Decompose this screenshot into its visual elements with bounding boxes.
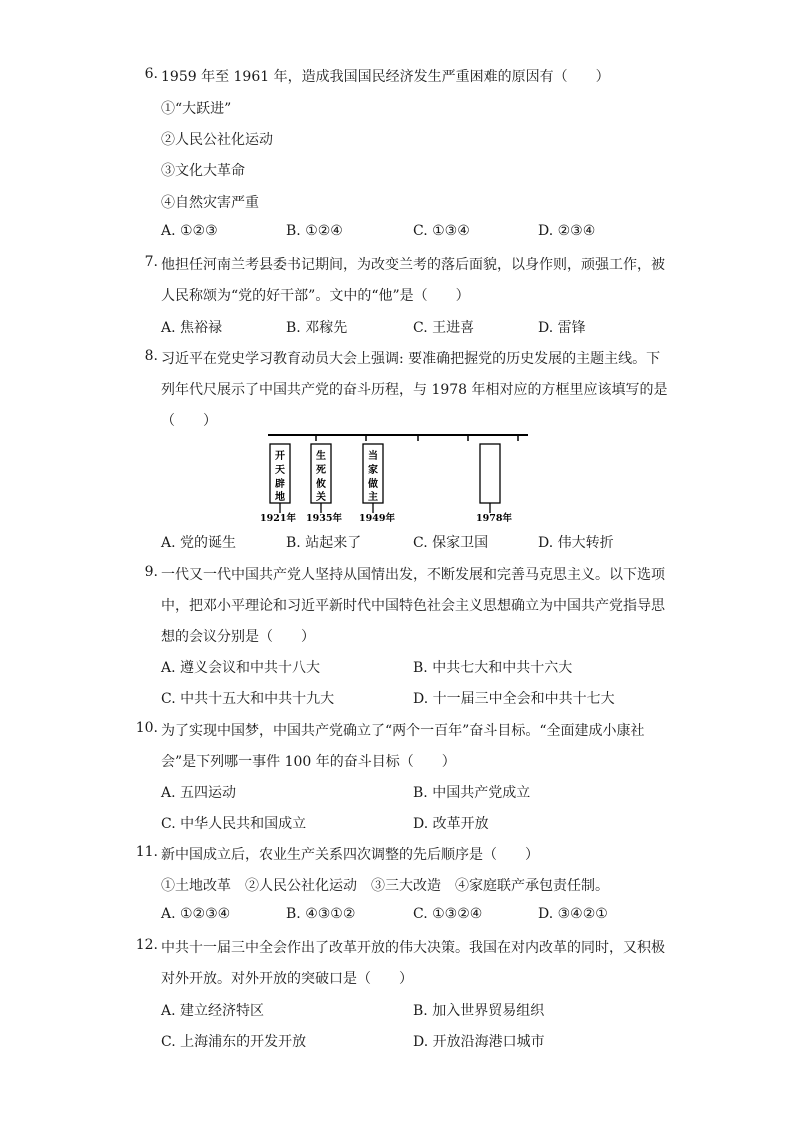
timeline-year-label: 1921年 (260, 513, 296, 524)
question-number: 7. (144, 254, 158, 270)
question-stem: 一代又一代中国共产党人坚持从国情出发，不断发展和完善马克思主义。以下选项 (161, 567, 665, 583)
timeline-box-char: 家 (368, 465, 378, 476)
statement-item: ③文化大革命 (161, 163, 245, 179)
timeline-box-char: 天 (275, 465, 285, 476)
option-a[interactable]: A. 建立经济特区 (161, 1003, 265, 1019)
option-c[interactable]: C. 上海浦东的开发开放 (161, 1034, 307, 1050)
option-c[interactable]: C. 王进喜 (413, 320, 475, 336)
option-d[interactable]: D. 雷锋 (538, 320, 586, 336)
option-b[interactable]: B. 中国共产党成立 (413, 785, 531, 801)
question-stem: 习近平在党史学习教育动员大会上强调: 要准确把握党的历史发展的主题主线。下 (161, 351, 661, 367)
question-stem: 中共十一届三中全会作出了改革开放的伟大决策。我国在对内改革的同时，又积极 (161, 940, 665, 956)
option-b[interactable]: B. 中共七大和中共十六大 (413, 660, 573, 676)
option-c[interactable]: C. 中华人民共和国成立 (161, 816, 307, 832)
timeline-box-char: 主 (368, 492, 378, 503)
statement-list: ①土地改革 ②人民公社化运动 ③三大改造 ④家庭联产承包责任制。 (161, 878, 609, 894)
statement-item: ②人民公社化运动 (161, 132, 273, 148)
timeline-box-char: 关 (316, 492, 326, 503)
option-a[interactable]: A. ①②③ (161, 223, 218, 239)
question-number: 6. (144, 66, 158, 82)
option-b[interactable]: B. 邓稼先 (286, 320, 348, 336)
timeline-figure (258, 427, 534, 527)
option-d[interactable]: D. 改革开放 (413, 816, 489, 832)
question-stem: 他担任河南兰考县委书记期间，为改变兰考的落后面貌，以身作则，顽强工作，被 (161, 257, 665, 273)
option-c[interactable]: C. 保家卫国 (413, 535, 489, 551)
question-number: 9. (144, 564, 158, 580)
option-b[interactable]: B. ①②④ (286, 223, 343, 239)
timeline-year-label: 1978年 (476, 513, 512, 524)
timeline-box-char: 做 (368, 479, 378, 490)
timeline-box-char: 生 (316, 451, 326, 462)
timeline-year-label: 1935年 (306, 513, 342, 524)
question-stem: （ ） (161, 413, 217, 429)
option-a[interactable]: A. 遵义会议和中共十八大 (161, 660, 321, 676)
timeline-svg (258, 427, 534, 527)
question-stem: 为了实现中国梦，中国共产党确立了“两个一百年”奋斗目标。“全面建成小康社 (161, 723, 645, 739)
timeline-box-1978-empty (480, 444, 500, 503)
timeline-year-label: 1949年 (359, 513, 395, 524)
option-d[interactable]: D. ③④②① (538, 906, 608, 922)
question-stem: 1959 年至 1961 年，造成我国国民经济发生严重困难的原因有（ ） (161, 69, 610, 85)
option-d[interactable]: D. 十一届三中全会和中共十七大 (413, 691, 615, 707)
question-stem: 中，把邓小平理论和习近平新时代中国特色社会主义思想确立为中国共产党指导思 (161, 598, 665, 614)
option-d[interactable]: D. 伟大转折 (538, 535, 614, 551)
question-stem: 新中国成立后，农业生产关系四次调整的先后顺序是（ ） (161, 847, 539, 863)
statement-item: ④自然灾害严重 (161, 195, 259, 211)
option-d[interactable]: D. ②③④ (538, 223, 596, 239)
question-stem: 对外开放。对外开放的突破口是（ ） (161, 971, 413, 987)
option-d[interactable]: D. 开放沿海港口城市 (413, 1034, 545, 1050)
option-c[interactable]: C. ①③④ (413, 223, 470, 239)
question-stem: 人民称颂为“党的好干部”。文中的“他”是（ ） (161, 288, 470, 304)
option-c[interactable]: C. 中共十五大和中共十九大 (161, 691, 335, 707)
option-a[interactable]: A. 五四运动 (161, 785, 237, 801)
timeline-box-char: 辟 (275, 479, 285, 490)
timeline-box-char: 地 (275, 492, 285, 503)
option-a[interactable]: A. 焦裕禄 (161, 320, 223, 336)
question-number: 10. (135, 720, 158, 736)
timeline-box-char: 当 (368, 451, 378, 462)
timeline-box-char: 开 (275, 451, 285, 462)
question-stem: 列年代尺展示了中国共产党的奋斗历程，与 1978 年相对应的方框里应该填写的是 (161, 382, 668, 398)
option-a[interactable]: A. 党的诞生 (161, 535, 237, 551)
option-b[interactable]: B. 加入世界贸易组织 (413, 1003, 545, 1019)
statement-item: ①“大跃进” (161, 101, 232, 117)
question-number: 11. (135, 844, 158, 860)
question-number: 8. (144, 348, 158, 364)
option-a[interactable]: A. ①②③④ (161, 906, 231, 922)
question-number: 12. (135, 937, 158, 953)
timeline-box-char: 攸 (316, 479, 326, 490)
question-stem: 想的会议分别是（ ） (161, 629, 315, 645)
option-b[interactable]: B. 站起来了 (286, 535, 362, 551)
question-stem: 会”是下列哪一事件 100 年的奋斗目标（ ） (161, 754, 456, 770)
option-b[interactable]: B. ④③①② (286, 906, 356, 922)
option-c[interactable]: C. ①③②④ (413, 906, 483, 922)
timeline-box-char: 死 (316, 465, 326, 476)
